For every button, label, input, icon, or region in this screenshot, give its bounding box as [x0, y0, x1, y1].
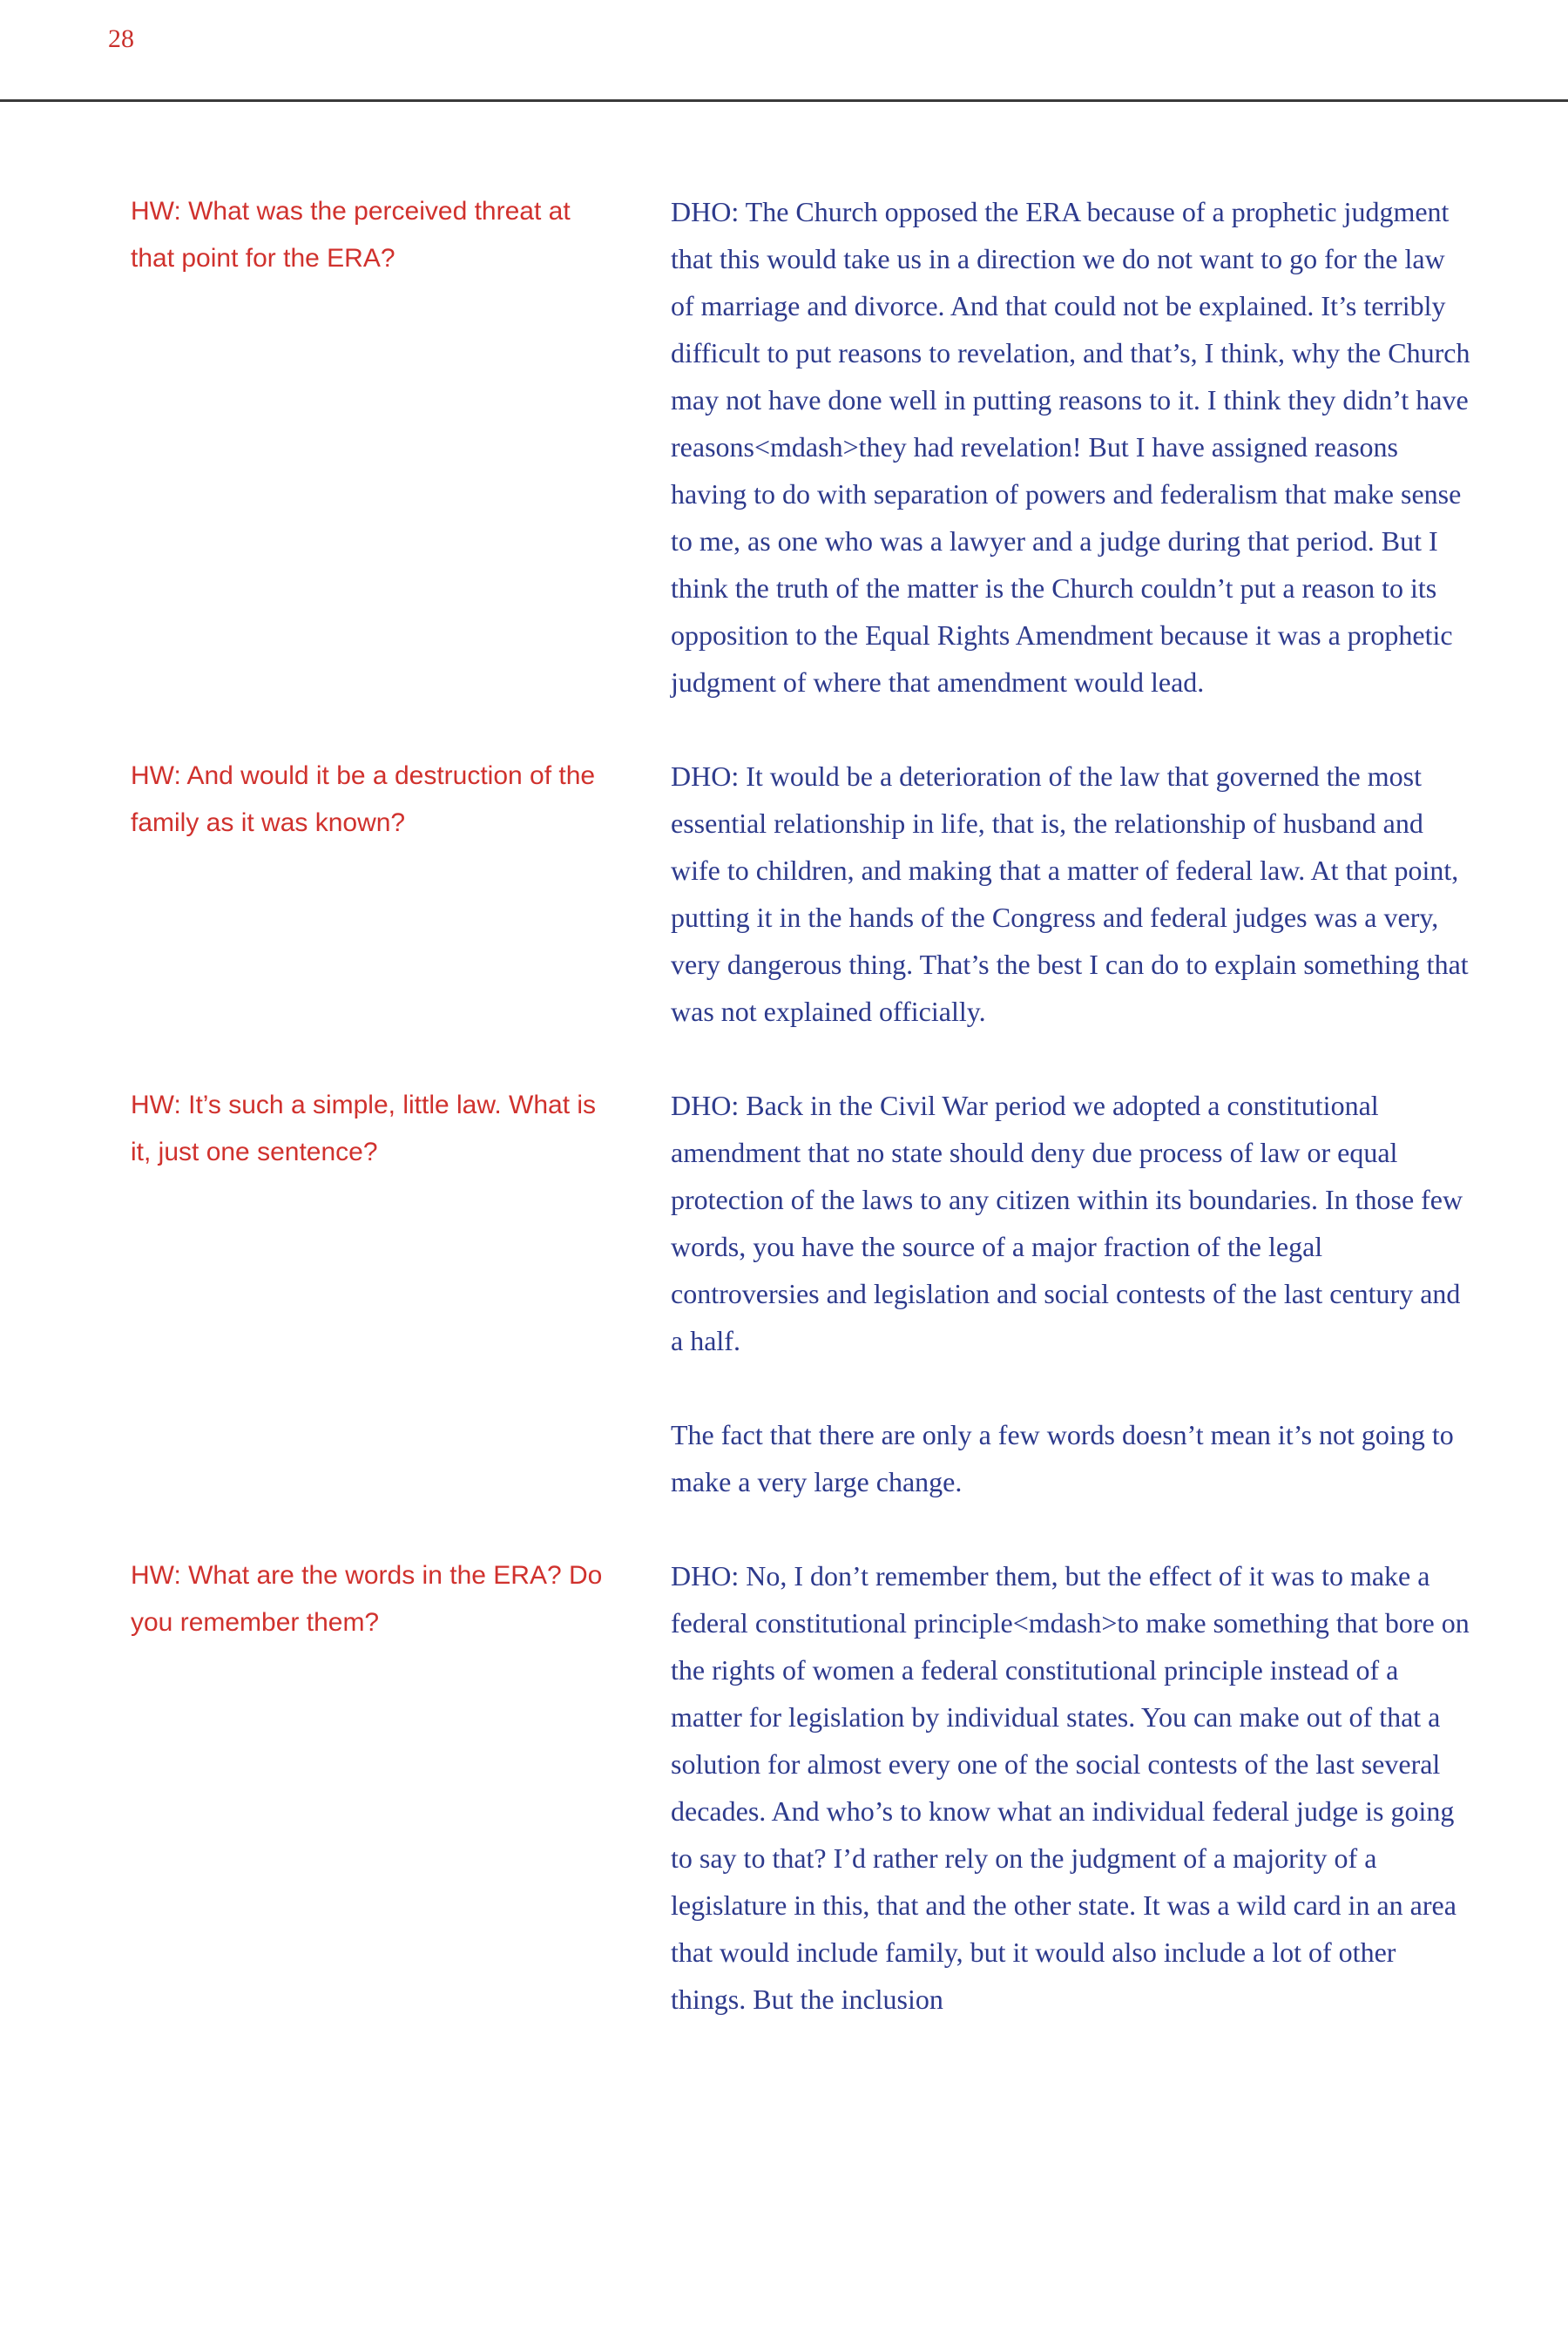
exchange: [0, 1082, 1568, 1505]
answer-paragraph: DHO: It would be a deterioration of the law that governed the most essential relationship in life, that is, the relationship of husband and wife to children, and making that a matter of federal law. At that point, putting it in the hands of the Congress and federal judges was a very, very dangerous thing. That’s the best I can do to explain something that was not explained officially.: [671, 760, 1469, 1027]
interview-body: [0, 188, 1568, 2023]
exchange: [0, 1552, 1568, 2023]
answer-paragraph: DHO: No, I don’t remember them, but the effect of it was to make a federal constitutional principle<mdash>to make something that bore on the rights of women a federal constitutional principle instead of a matter for legislation by individual states. You can make out of that a solution for almost every one of the social contests of the last several decades. And who’s to know what an individual federal judge is going to say to that? I’d rather rely on the judgment of a majority of a legislature in this, that and the other state. It was a wild card in an area that would include family, but it would also include a lot of other things. But the inclusion: [671, 1560, 1470, 2015]
exchange: [0, 753, 1568, 1035]
header-rule: [0, 99, 1568, 102]
interviewee-answer: [671, 753, 1472, 1035]
interviewer-question: HW: It’s such a simple, little law. What is it, just one sentence?: [131, 1091, 597, 1166]
interviewer-question: HW: What are the words in the ERA? Do you remember them?: [131, 1561, 603, 1637]
answer-paragraph: The fact that there are only a few words doesn’t mean it’s not going to make a very large change.: [671, 1419, 1454, 1497]
interviewee-answer: [671, 1082, 1472, 1505]
answer-paragraph: DHO: The Church opposed the ERA because of a prophetic judgment that this would take us in a direction we do not want to go for the law of marriage and divorce. And that could not be explained. It’s terribly difficult to put reasons to revelation, and that’s, I think, why the Church may not have done well in putting reasons to it. I think they didn’t have reasons<mdash>they had revelation! But I have assigned reasons having to do with separation of powers and federalism that make sense to me, as one who was a lawyer and a judge during that period. But I think the truth of the matter is the Church couldn’t put a reason to its opposition to the Equal Rights Amendment because it was a prophetic judgment of where that amendment would lead.: [671, 196, 1470, 698]
exchange: [0, 188, 1568, 706]
interviewer-question: HW: And would it be a destruction of the family as it was known?: [131, 761, 596, 837]
answer-paragraph: DHO: Back in the Civil War period we adopted a constitutional amendment that no state should deny due process of law or equal protection of the laws to any citizen within its boundaries. In those few words, you have the source of a major fraction of the legal controversies and legislation and social contests of the last century and a half.: [671, 1090, 1463, 1356]
page-number: 28: [108, 24, 134, 53]
interviewee-answer: [671, 188, 1472, 706]
interviewee-answer: [671, 1552, 1472, 2023]
interviewer-question: HW: What was the perceived threat at that point for the ERA?: [131, 197, 571, 273]
